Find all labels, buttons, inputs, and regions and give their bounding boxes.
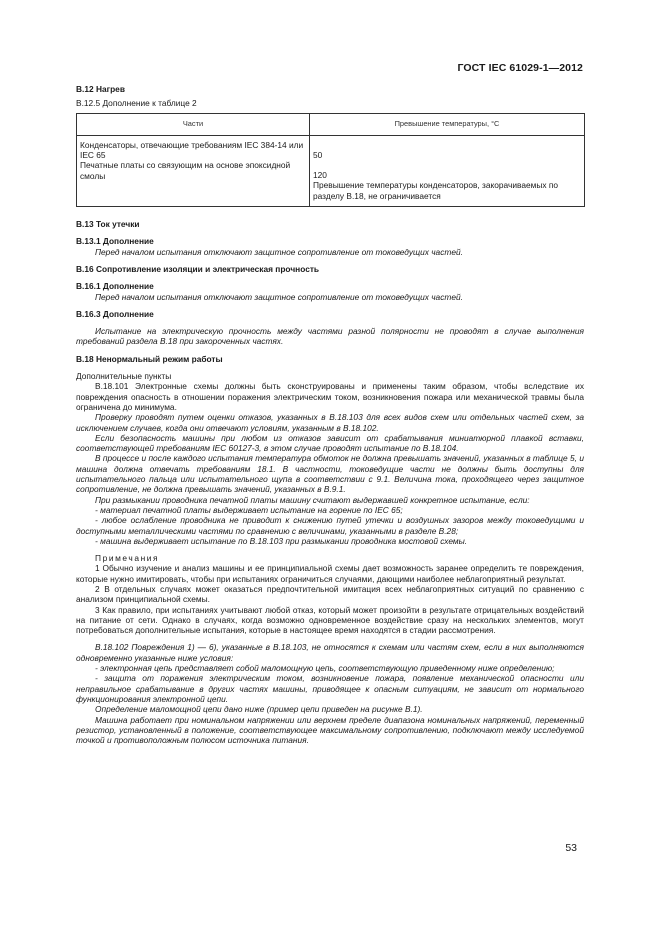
standard-header: ГОСТ IEC 61029-1—2012: [457, 62, 583, 74]
section-b18-definition-text: Машина работает при номинальном напряжении или верхнем пределе диапазона номинальных напряжений, переменный резистор, установленный в положение, соответствующее максимальному сопротивлению, подключают между исследуемой точкой и противоположным полюсом источника питания.: [76, 714, 584, 746]
section-b18-102: В.18.102 Повреждения 1) — 6), указанные в В.18.103, не относятся к схемам или частям схем, если в них выполняются одновременно указанные ниже условия:: [76, 642, 584, 663]
section-b12-title: В.12 Нагрев: [76, 84, 125, 94]
section-b16-title: В.16 Сопротивление изоляции и электрическая прочность: [76, 263, 320, 274]
table-part-capacitors: Конденсаторы, отвечающие требованиям IEC 384-14 или IEC 65: [80, 139, 304, 161]
table-cell-parts: [77, 135, 310, 206]
section-b18-check1: Проверку проводят путем оценки отказов, указанных в В.18.103 для всех видов схем или отдельных частей схем, за исключением случаев, когда они отвечают условиям, указанным в В.18.102.: [76, 412, 584, 433]
page-content: [76, 84, 584, 745]
note-1: 1 Обычно изучение и анализ машины и ее принципиальной схемы дает возможность заранее определить те повреждения, которые нужно имитировать, чтобы при испытаниях ограничиться случаями, дающими наиболее неблагоприятный результат.: [76, 563, 584, 584]
section-b13-1-text: Перед началом испытания отключают защитное сопротивление от токоведущих частей.: [95, 246, 463, 257]
table-cell-values: [310, 135, 585, 206]
section-b18-definition: Определение маломощной цепи дано ниже (пример цепи приведен на рисунке В.1).: [95, 704, 423, 715]
section-b16-3-title: В.16.3 Дополнение: [76, 308, 154, 319]
list-item: - любое ослабление проводника не приводит к снижению путей утечки и воздушных зазоров между токоведущими и доступными металлическими частями по сравнению с величинами, указанными в разделе В.28;: [76, 515, 584, 536]
table-value-120: 120: [313, 170, 327, 181]
section-b18-additional: Дополнительные пункты: [76, 371, 172, 382]
section-b16-3-text: Испытание на электрическую прочность между частями разной полярности не проводят в случае выполнения требований раздела В.18 при закороченных частях.: [76, 326, 584, 347]
notes-title: Примечания: [95, 553, 160, 564]
list-item: - защита от поражения электрическим током, возникновение пожара, появление механической опасности или неправильное срабатывание в других частях машины, приводящее к опасным ситуациям, не зависит от нормального функционирования электронной цепи.: [76, 673, 584, 704]
note-3: 3 Как правило, при испытаниях учитывают любой отказ, который может произойти в результате отрицательных воздействий на питание от сети. Однако в случаях, когда возможно одновременное воздействие сразу на нескольких элементов, могут потребоваться дополнительные испытания, которые в настоящее время находятся в стадии рассмотрения.: [76, 604, 584, 636]
note-2: 2 В отдельных случаях может оказаться предпочтительной имитация всех неблагоприятных ситуаций по сравнению с анализом принципиальной схемы.: [76, 583, 584, 605]
section-b16-1-text: Перед началом испытания отключают защитное сопротивление от токоведущих частей.: [95, 291, 463, 302]
temperature-table: [76, 113, 585, 207]
list-item: - материал печатной платы выдерживает испытание на горение по IEC 65;: [95, 504, 403, 515]
section-b13-title: В.13 Ток утечки: [76, 219, 140, 230]
table-part-pcb: Печатные платы со связующим на основе эпоксидной смолы: [80, 160, 291, 181]
section-b18-check3: В процессе и после каждого испытания температура обмоток не должна превышать значений, указанных в таблице 5, и машина должна отвечать требованиям 18.1. В частности, токоведущие части не должны быть доступны для испытательного пальца или испытательного щупа в соответствии с 9.1. Величина тока, проходящего через защитное сопротивление, не должна превышать значений, указанных в В.9.1.: [76, 453, 584, 495]
table-value-50: 50: [313, 149, 323, 160]
section-b16-1-title: В.16.1 Дополнение: [76, 281, 154, 292]
section-b18-title: В.18 Ненормальный режим работы: [76, 353, 223, 364]
section-b18-check4: При размыкании проводника печатной платы машину считают выдержавшей конкретное испытание, если:: [95, 494, 530, 505]
table-header-row: [77, 113, 585, 135]
table-header-temperature: Превышение температуры, °С: [310, 113, 585, 135]
section-b12-5-title: В.12.5 Дополнение к таблице 2: [76, 98, 197, 109]
list-item: - машина выдерживает испытание по В.18.103 при размыкании проводника мостовой схемы.: [95, 535, 468, 546]
list-item: - электронная цепь представляет собой маломощную цепь, соответствующую приведенному ниже определению;: [95, 663, 555, 674]
section-b18-101: В.18.101 Электронные схемы должны быть сконструированы и применены таким образом, чтобы вследствие их повреждения опасность в отношении поражения электрическим током, возникновения пожара или механической травмы была ограничена до минимума.: [76, 381, 584, 412]
section-b18-check2: Если безопасность машины при любом из отказов зависит от срабатывания миниатюрной плавкой вставки, соответствующей требованиям IEC 60127-3, в этом случае проводят испытание по В.18.104.: [76, 432, 584, 454]
page-number: 53: [565, 842, 577, 854]
table-header-parts: Части: [77, 113, 310, 135]
table-value-note: Превышение температуры конденсаторов, закорачиваемых по разделу В.18, не ограничивается: [313, 180, 558, 201]
section-b13-1-title: В.13.1 Дополнение: [76, 236, 154, 247]
table-row: [77, 135, 585, 206]
